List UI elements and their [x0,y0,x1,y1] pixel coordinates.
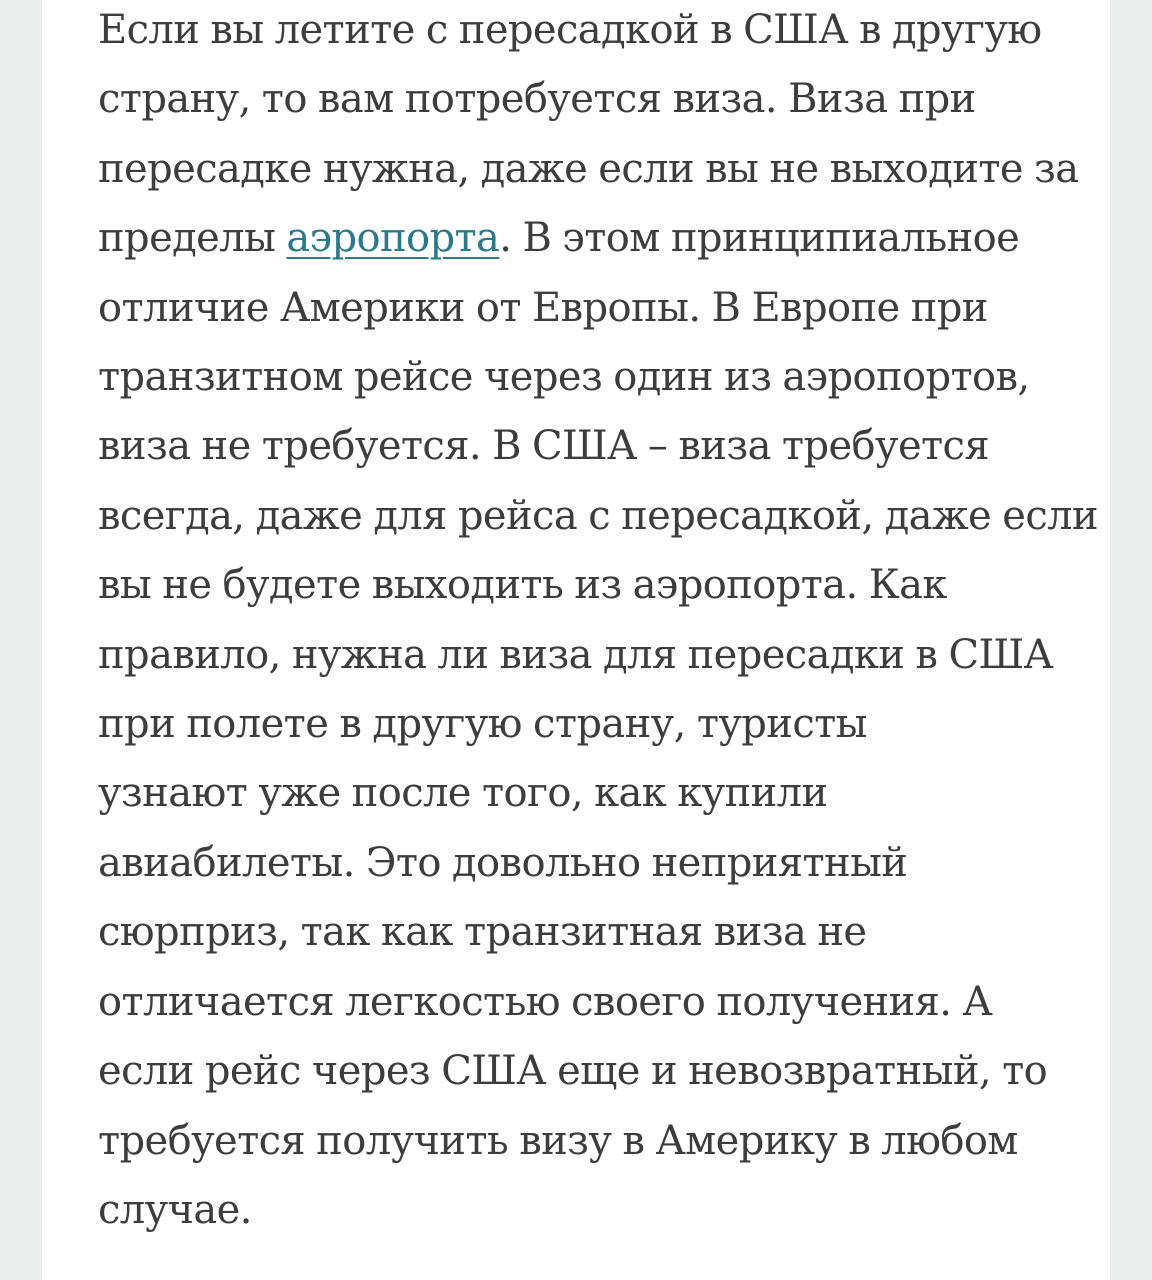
article-line-10: правило, нужна ли виза для пересадки в США [98,631,1054,678]
article-line-7: виза не требуется. В США – виза требуется [98,423,989,470]
article-paragraph [98,0,1098,1245]
article-line-9: вы не будете выходить из аэропорта. Как [98,562,947,609]
article-line-16: если рейс через США еще и невозвратный, то [98,1048,1048,1095]
line-4-suffix: . В этом принципиальное [499,215,1020,262]
article-line-5: отличие Америки от Европы. В Европе при [98,284,988,331]
article-line-12: узнают уже после того, как купили [98,770,828,817]
article-line-3: пересадке нужна, даже если вы не выходите за [98,145,1079,192]
article-card [42,0,1110,1280]
line-4-prefix: пределы [98,215,287,262]
article-line-11: при полете в другую страну, туристы [98,701,867,748]
article-line-1: Если вы летите с пересадкой в США в другую [98,7,1042,53]
article-line-17: требуется получить визу в Америку в любом [98,1117,1018,1164]
article-line-18: случае. [98,1186,252,1233]
article-line-4 [98,204,1078,273]
airport-link[interactable]: аэропорта [286,215,500,262]
article-line-2: страну, то вам потребуется виза. Виза при [98,76,976,123]
article-line-14: сюрприз, так как транзитная виза не [98,909,867,956]
article-line-13: авиабилеты. Это довольно неприятный [98,839,908,886]
article-line-15: отличается легкостью своего получения. А [98,978,993,1025]
article-line-8: всегда, даже для рейса с пересадкой, даже если [98,492,1098,539]
article-line-6: транзитном рейсе через один из аэропортов, [98,354,1030,401]
